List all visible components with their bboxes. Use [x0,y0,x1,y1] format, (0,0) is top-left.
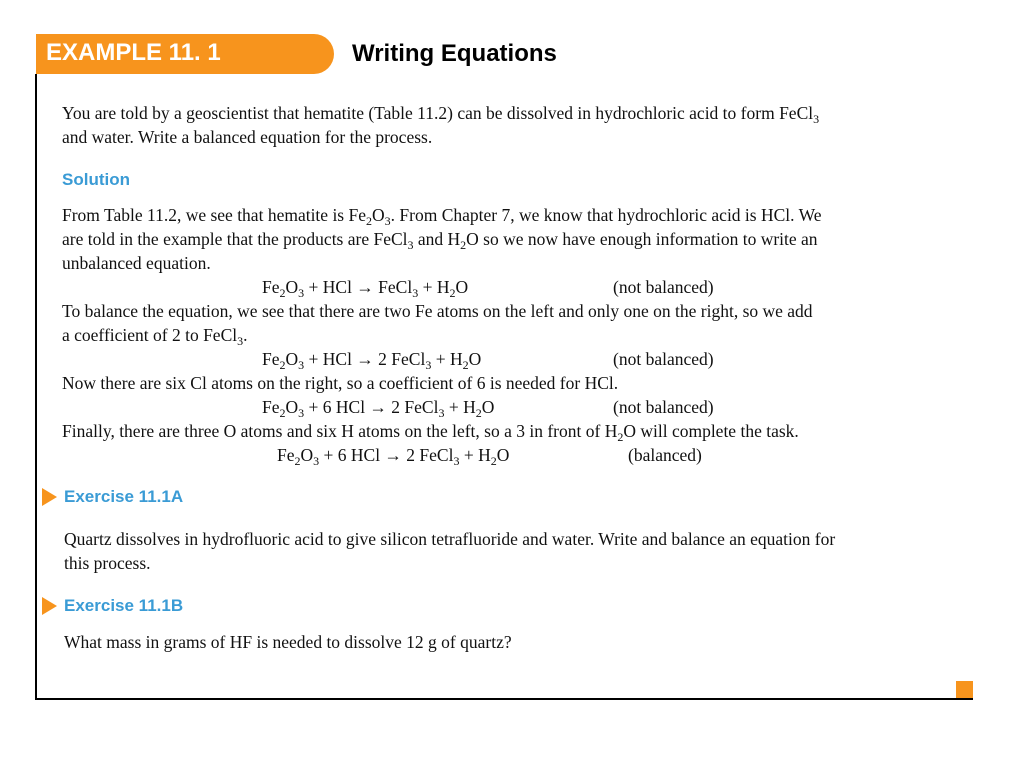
exercise-a-line-1: Quartz dissolves in hydrofluoric acid to give silicon tetrafluoride and water. Write and balance an equation for [64,529,836,549]
equation-4: $Fe_2O_3 + 6$ HCl → 2 FeCl$_3$ + $H_2O$ [277,445,510,468]
exercise-a-heading: Exercise 11.1A [64,487,184,506]
frame-bottom-border [35,698,973,700]
example-banner [36,34,334,74]
solution-heading: Solution [62,170,130,189]
solution-line-6: Now there are six Cl atoms on the right, so a coefficient of 6 is needed for HCl. [62,373,619,393]
equation-3-note: (not balanced) [613,397,714,417]
triangle-bullet-icon [42,488,57,506]
equation-1-note: (not balanced) [613,277,714,297]
equation-4-note: (balanced) [628,445,702,465]
page-title: Writing Equations [352,40,557,67]
equation-2-note: (not balanced) [613,349,714,369]
solution-line-3: unbalanced equation. [62,253,211,273]
triangle-bullet-icon [42,597,57,615]
exercise-b-text: What mass in grams of HF is needed to dissolve 12 g of quartz? [64,632,512,652]
exercise-b-heading: Exercise 11.1B [64,596,184,615]
solution-line-5: a coefficient of 2 to FeCl$_3$. [62,325,248,348]
example-label: EXAMPLE 11. 1 [46,39,221,66]
equation-1: $Fe_2O_3$ + HCl → FeCl$_3$ + $H_2O$ [262,277,469,300]
frame-left-border [35,74,37,700]
corner-square-decoration [956,681,973,698]
exercise-a-line-2: this process. [64,553,151,573]
equation-2: $Fe_2O_3$ + HCl → 2 FeCl$_3$ + $H_2O$ [262,349,482,372]
solution-line-1: From Table 11.2, we see that hematite is $Fe_2O_3$. From Chapter 7, we know that hydrochloric acid is HCl. We [62,205,822,228]
problem-line-2: and water. Write a balanced equation for the process. [62,127,433,147]
equation-3: $Fe_2O_3 + 6$ HCl → 2 FeCl$_3$ + $H_2O$ [262,397,495,420]
problem-line-1: You are told by a geoscientist that hematite (Table 11.2) can be dissolved in hydrochloric acid to form FeCl$_3$ [62,103,820,126]
solution-line-2: are told in the example that the products are FeCl$_3$ and $H_2O$ so we now have enough information to write an [62,229,818,252]
solution-line-7: Finally, there are three O atoms and six H atoms on the left, so a 3 in front of $H_2O$ will complete the task. [62,421,799,444]
solution-line-4: To balance the equation, we see that there are two Fe atoms on the left and only one on the right, so we add [62,301,813,321]
